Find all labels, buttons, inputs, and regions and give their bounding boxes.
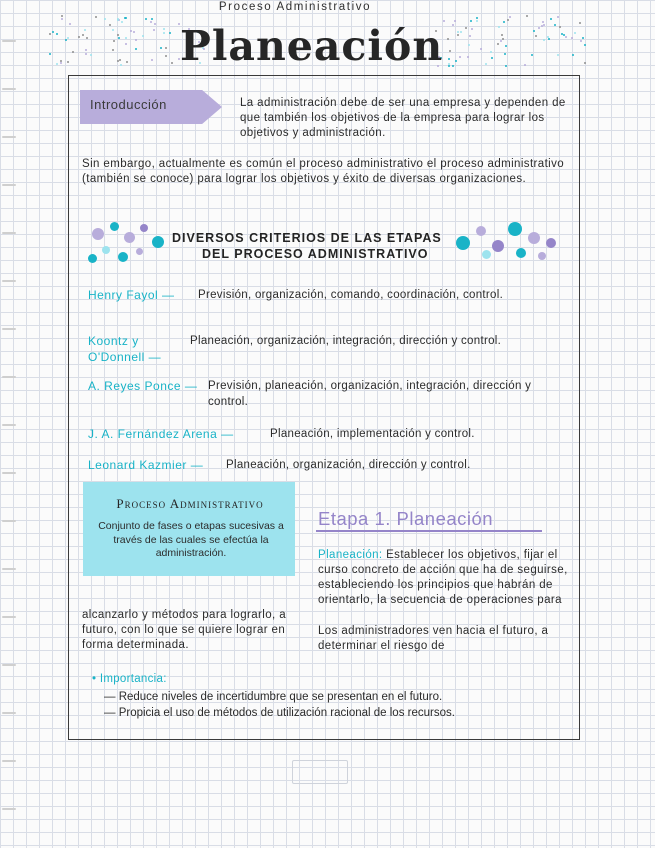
confetti-dot	[135, 48, 137, 50]
confetti-dot	[584, 62, 586, 64]
confetti-dot	[165, 47, 167, 49]
confetti-dot	[151, 59, 153, 61]
confetti-dot	[457, 34, 459, 36]
confetti-dot	[476, 20, 478, 22]
author-name: J. A. Fernández Arena —	[88, 427, 234, 441]
confetti-dot	[90, 54, 92, 56]
author-stages: Planeación, implementación y control.	[270, 428, 475, 440]
confetti-dot	[56, 63, 58, 65]
confetti-dot	[535, 35, 537, 37]
stage-term: Planeación:	[318, 549, 383, 561]
intro-paragraph: Sin embargo, actualmente es común el proceso administrativo el proceso administrativo (también se conoce) para lograr los objetivos y éxito de diversas organizaciones.	[82, 158, 565, 185]
intro-label: Introducción	[90, 97, 167, 112]
page-subtitle: Proceso Administrativo	[218, 1, 372, 13]
confetti-dot	[480, 48, 482, 50]
author-name: Koontz y O'Donnell —	[88, 334, 162, 364]
confetti-dot	[490, 51, 492, 53]
criteria-heading	[172, 230, 442, 262]
confetti-dot	[449, 50, 451, 52]
stage-right-text: Los administradores ven hacia el futuro, a determinar el riesgo de	[318, 625, 549, 652]
confetti-dot	[470, 20, 472, 22]
confetti-dot	[443, 20, 445, 22]
confetti-dot	[471, 28, 473, 30]
dot-decoration-left	[88, 218, 172, 266]
confetti-dot	[557, 54, 559, 56]
confetti-dot	[133, 31, 135, 33]
confetti-dot	[120, 64, 122, 66]
confetti-dot	[543, 24, 545, 26]
confetti-dot	[113, 40, 115, 42]
confetti-dot	[171, 62, 173, 64]
page-title-text: Planeación	[180, 22, 444, 70]
confetti-dot	[465, 27, 467, 29]
confetti-dot	[117, 34, 119, 36]
criteria-heading-line2: DEL PROCESO ADMINISTRATIVO	[202, 247, 429, 261]
confetti-dot	[542, 21, 544, 23]
confetti-dot	[145, 18, 147, 20]
confetti-dot	[509, 16, 511, 18]
confetti-dot	[501, 34, 503, 36]
confetti-dot	[119, 59, 121, 61]
confetti-dot	[117, 18, 119, 20]
importance-bullet: — Propicia el uso de métodos de utilización racional de los recursos.	[104, 707, 455, 719]
confetti-dot	[571, 37, 573, 39]
confetti-dot	[61, 18, 63, 20]
confetti-dot	[82, 34, 84, 36]
confetti-dot	[117, 60, 119, 62]
author-stages: Planeación, organización, integración, dirección y control.	[190, 335, 502, 347]
confetti-dot	[448, 65, 450, 67]
confetti-dot	[584, 44, 586, 46]
confetti-dot	[69, 23, 71, 25]
confetti-dot	[543, 39, 545, 41]
confetti-decoration-right	[430, 14, 590, 69]
confetti-dot	[126, 61, 128, 63]
confetti-dot	[154, 23, 156, 25]
confetti-dot	[112, 49, 114, 51]
confetti-dot	[485, 63, 487, 65]
confetti-dot	[72, 51, 74, 53]
confetti-dot	[538, 27, 540, 29]
confetti-dot	[507, 19, 509, 21]
confetti-dot	[554, 24, 556, 26]
confetti-dot	[572, 54, 574, 56]
confetti-dot	[524, 64, 526, 66]
page-title	[180, 16, 444, 76]
confetti-dot	[547, 36, 549, 38]
confetti-dot	[460, 31, 462, 33]
confetti-dot	[505, 45, 507, 47]
confetti-dot	[452, 24, 454, 26]
confetti-dot	[503, 21, 505, 23]
confetti-dot	[112, 29, 114, 31]
author-stages: Planeación, organización, dirección y control.	[226, 459, 471, 471]
confetti-dot	[60, 62, 62, 64]
confetti-dot	[95, 16, 97, 18]
stage-definition-text: Establecer los objetivos, fijar el curso concreto de acción que ha de seguirse, estableciendo los principios que habrán de orientarlo, la secuencia de operaciones para	[318, 549, 568, 606]
confetti-dot	[452, 65, 454, 67]
confetti-dot	[579, 22, 581, 24]
confetti-dot	[526, 15, 528, 17]
confetti-dot	[455, 60, 457, 62]
confetti-dot	[476, 17, 478, 19]
confetti-dot	[142, 35, 144, 37]
confetti-dot	[118, 37, 120, 39]
stage-title-underline	[316, 530, 542, 532]
confetti-dot	[104, 18, 106, 20]
confetti-dot	[67, 61, 69, 63]
confetti-dot	[125, 37, 127, 39]
confetti-dot	[550, 18, 552, 20]
confetti-dot	[500, 40, 502, 42]
confetti-dot	[505, 65, 507, 67]
confetti-dot	[85, 49, 87, 51]
process-box-title: Proceso Administrativo	[116, 496, 264, 511]
confetti-dot	[548, 38, 550, 40]
confetti-dot	[150, 21, 152, 23]
confetti-dot	[52, 31, 54, 33]
confetti-dot	[56, 33, 58, 35]
confetti-dot	[467, 56, 469, 58]
confetti-dot	[125, 43, 127, 45]
confetti-dot	[160, 47, 162, 49]
confetti-dot	[109, 24, 111, 26]
confetti-dot	[151, 18, 153, 20]
confetti-dot	[65, 39, 67, 41]
author-stages: Previsión, organización, comando, coordinación, control.	[198, 289, 504, 301]
process-box-body: Conjunto de fases o etapas sucesivas a través de las cuales se efectúa la administración.	[98, 520, 284, 559]
confetti-dot	[498, 26, 500, 28]
confetti-dot	[582, 37, 584, 39]
confetti-dot	[49, 33, 51, 35]
confetti-dot	[49, 53, 51, 55]
dot-decoration-right	[452, 218, 564, 266]
confetti-dot	[504, 53, 506, 55]
confetti-dot	[448, 58, 450, 60]
stage-definition	[318, 548, 568, 608]
confetti-dot	[574, 32, 576, 34]
confetti-dot	[457, 31, 459, 33]
confetti-dot	[169, 32, 171, 34]
confetti-dot	[78, 36, 80, 38]
confetti-dot	[153, 29, 155, 31]
confetti-dot	[580, 40, 582, 42]
confetti-dot	[86, 37, 88, 39]
confetti-dot	[163, 32, 165, 34]
stage-title: Etapa 1. Planeación	[318, 508, 494, 529]
author-name: A. Reyes Ponce —	[88, 379, 198, 393]
stage-left-text: alcanzarlo y métodos para lograrlo, a futuro, con lo que se quiere lograr en forma determinada.	[82, 609, 287, 651]
confetti-dot	[165, 55, 167, 57]
confetti-dot	[565, 36, 567, 38]
author-name: Henry Fayol —	[88, 288, 175, 302]
confetti-dot	[85, 53, 87, 55]
author-name: Leonard Kazmier —	[88, 458, 204, 472]
confetti-dot	[67, 37, 69, 39]
confetti-dot	[121, 21, 123, 23]
criteria-heading-line1: DIVERSOS CRITERIOS DE LAS ETAPAS	[172, 231, 442, 245]
confetti-dot	[491, 57, 493, 59]
page-number-box	[292, 760, 348, 784]
confetti-dot	[163, 28, 165, 30]
confetti-dot	[468, 44, 470, 46]
confetti-dot	[469, 35, 471, 37]
confetti-dot	[531, 54, 533, 56]
confetti-dot	[135, 39, 137, 41]
confetti-dot	[454, 20, 456, 22]
author-stages: Previsión, planeación, organización, integración, dirección y control.	[208, 380, 532, 408]
confetti-dot	[61, 15, 63, 17]
confetti-dot	[448, 63, 450, 65]
confetti-dot	[447, 38, 449, 40]
confetti-dot	[557, 16, 559, 18]
confetti-dot	[497, 43, 499, 45]
confetti-dot	[124, 17, 126, 19]
confetti-dot	[559, 26, 561, 28]
confetti-dot	[459, 56, 461, 58]
intro-text: La administración debe de ser una empresa y dependen de que también los objetivos de la empresa para lograr los objetivos y administración.	[240, 97, 566, 139]
confetti-dot	[130, 30, 132, 32]
confetti-dot	[502, 38, 504, 40]
importance-label: • Importancia:	[92, 673, 167, 685]
confetti-dot	[533, 30, 535, 32]
confetti-dot	[84, 29, 86, 31]
importance-bullet: — Reduce niveles de incertidumbre que se presentan en el futuro.	[104, 691, 443, 703]
